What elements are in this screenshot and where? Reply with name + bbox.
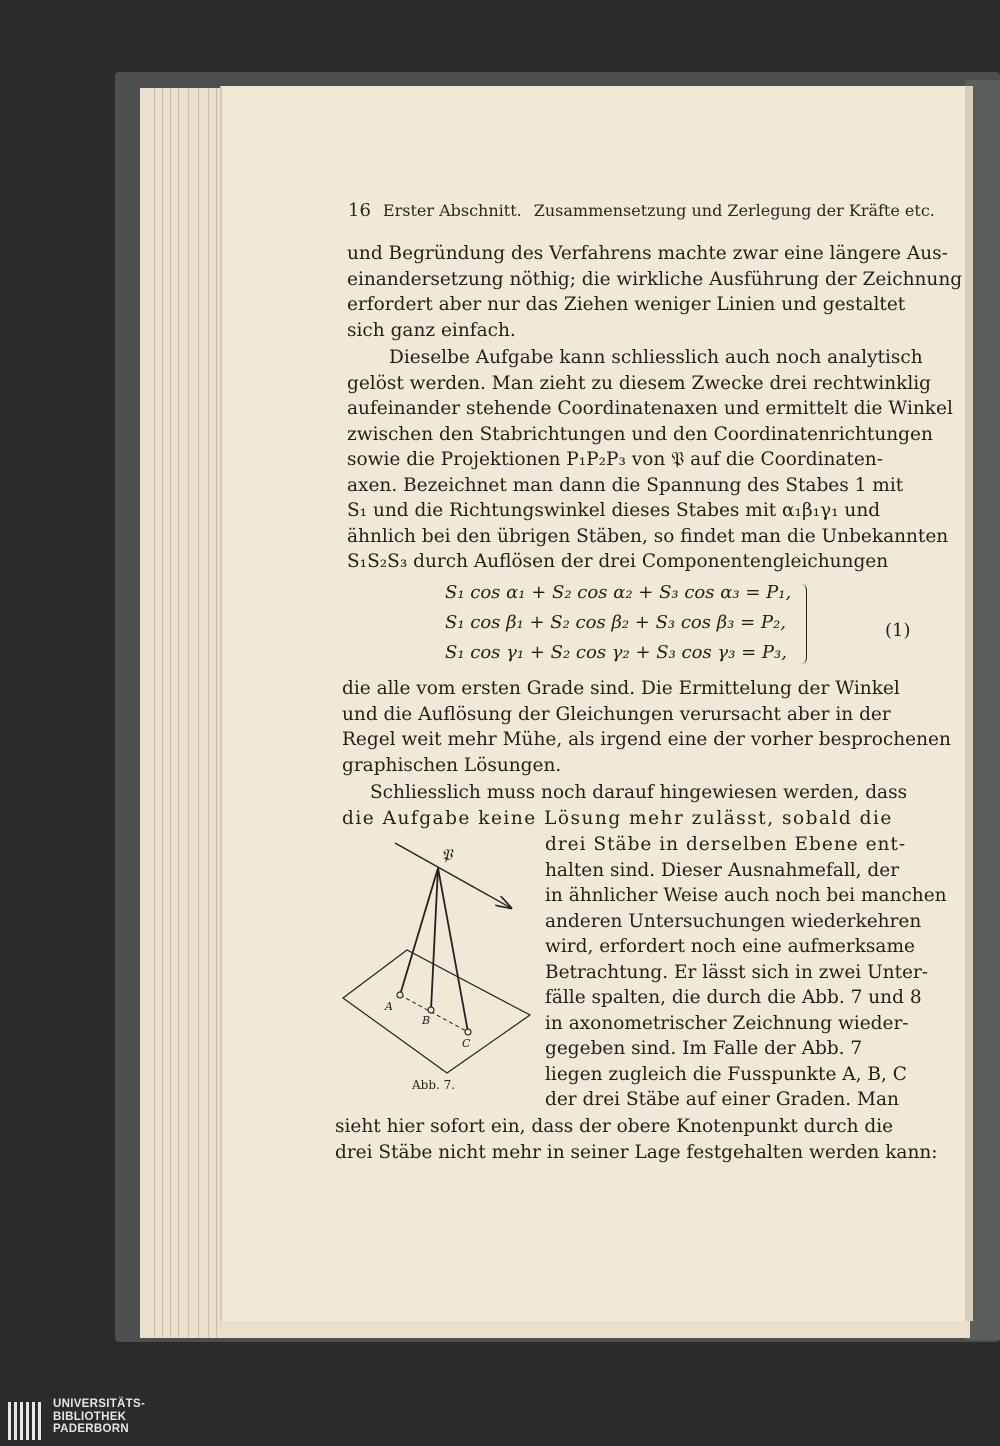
text-line: und Begründung des Verfahrens machte zwar eine längere Aus- — [347, 243, 948, 264]
text-line: anderen Untersuchungen wiederkehren — [545, 910, 922, 932]
paragraph-3 — [342, 676, 951, 778]
text-line: graphischen Lösungen. — [342, 754, 562, 776]
text-line: Regel weit mehr Mühe, als irgend eine der vorher besprochenen — [342, 729, 951, 750]
text-line: gegeben sind. Im Falle der Abb. 7 — [545, 1038, 863, 1059]
label-a: A — [385, 1000, 393, 1013]
plane-polygon — [343, 950, 530, 1073]
text-line: die alle vom ersten Grade sind. Die Ermittelung der Winkel — [342, 678, 900, 699]
text-line: Betrachtung. Er lässt sich in zwei Unter- — [545, 961, 929, 983]
paragraph-2 — [347, 345, 953, 575]
text-line: erfordert aber nur das Ziehen weniger Linien und gestaltet — [347, 294, 906, 315]
foot-point-b — [428, 1007, 434, 1013]
text-line: zwischen den Stabrichtungen und den Coordinatenrichtungen — [347, 423, 933, 445]
equation-2: S₁ cos β₁ + S₂ cos β₂ + S₃ cos β₃ = P₂, — [445, 612, 786, 633]
foot-line — [400, 995, 468, 1032]
text-line: S₁ und die Richtungswinkel dieses Stabes mit α₁β₁γ₁ und — [347, 500, 881, 521]
library-name-line: PADERBORN — [53, 1423, 129, 1435]
text-line: und die Auflösung der Gleichungen verursacht aber in der — [342, 703, 891, 725]
text-line: liegen zugleich die Fusspunkte A, B, C — [545, 1063, 907, 1085]
library-logo-icon — [6, 1398, 46, 1442]
paragraph-4-wrap — [545, 832, 947, 1113]
text-line: gelöst werden. Man zieht zu diesem Zwecke drei rechtwinklig — [347, 372, 931, 394]
text-line: Schliesslich muss noch darauf hingewiesen werden, dass — [370, 782, 908, 803]
text-line: halten sind. Dieser Ausnahmefall, der — [545, 859, 900, 881]
page-gutter — [965, 86, 973, 1321]
running-head — [348, 200, 935, 221]
text-line: in ähnlicher Weise auch noch bei manchen — [545, 885, 947, 906]
text-line: fälle spalten, die durch die Abb. 7 und 8 — [545, 987, 922, 1008]
text-line: axen. Bezeichnet man dann die Spannung des Stabes 1 mit — [347, 474, 904, 496]
equation-system — [445, 582, 920, 672]
text-line: einandersetzung nöthig; die wirkliche Ausführung der Zeichnung — [347, 268, 963, 290]
label-c: C — [462, 1037, 471, 1050]
text-line: in axonometrischer Zeichnung wieder- — [545, 1012, 909, 1034]
text-line: sieht hier sofort ein, dass der obere Knotenpunkt durch die — [335, 1116, 894, 1137]
equation-brace — [800, 584, 807, 664]
label-b: B — [422, 1014, 431, 1027]
force-arrow — [395, 843, 511, 908]
paragraph-4-bottom — [335, 1114, 938, 1165]
text-line: die Aufgabe keine Lösung mehr zulässt, sobald die — [342, 807, 893, 829]
foot-point-c — [465, 1029, 471, 1035]
text-line: Dieselbe Aufgabe kann schliesslich auch noch analytisch — [389, 347, 923, 368]
chapter-title: Zusammensetzung und Zerlegung der Kräfte etc. — [533, 201, 935, 220]
figure-caption: Abb. 7. — [412, 1078, 456, 1092]
library-name — [53, 1398, 145, 1436]
text-line: aufeinander stehende Coordinatenaxen und ermittelt die Winkel — [347, 398, 953, 419]
text-line: wird, erfordert noch eine aufmerksame — [545, 936, 915, 957]
paragraph-1 — [347, 241, 963, 343]
label-p: 𝔓 — [441, 845, 453, 864]
section-label: Erster Abschnitt. — [382, 201, 522, 220]
library-name-line: UNIVERSITÄTS- — [53, 1398, 146, 1410]
text-line: S₁S₂S₃ durch Auflösen der drei Componentengleichungen — [347, 551, 889, 572]
bar-lines — [400, 868, 468, 1032]
text-line: sich ganz einfach. — [347, 319, 516, 341]
library-name-line: BIBLIOTHEK — [53, 1410, 127, 1423]
paragraph-4-top — [342, 780, 914, 831]
page-number: 16 — [348, 200, 371, 221]
text-line: drei Stäbe in derselben Ebene ent- — [545, 834, 907, 855]
footer-bar — [0, 1396, 1000, 1446]
equation-number: (1) — [885, 620, 911, 641]
equation-3: S₁ cos γ₁ + S₂ cos γ₂ + S₃ cos γ₃ = P₃, — [445, 642, 787, 663]
text-line: ähnlich bei den übrigen Stäben, so findet man die Unbekannten — [347, 525, 949, 547]
equation-1: S₁ cos α₁ + S₂ cos α₂ + S₃ cos α₃ = P₁, — [445, 582, 792, 603]
text-line: drei Stäbe nicht mehr in seiner Lage festgehalten werden kann: — [335, 1141, 938, 1163]
text-line: sowie die Projektionen P₁P₂P₃ von 𝔓 auf die Coordinaten- — [347, 449, 883, 470]
text-line: der drei Stäbe auf einer Graden. Man — [545, 1089, 899, 1110]
figure-abb-7 — [335, 840, 545, 1100]
foot-point-a — [397, 992, 403, 998]
